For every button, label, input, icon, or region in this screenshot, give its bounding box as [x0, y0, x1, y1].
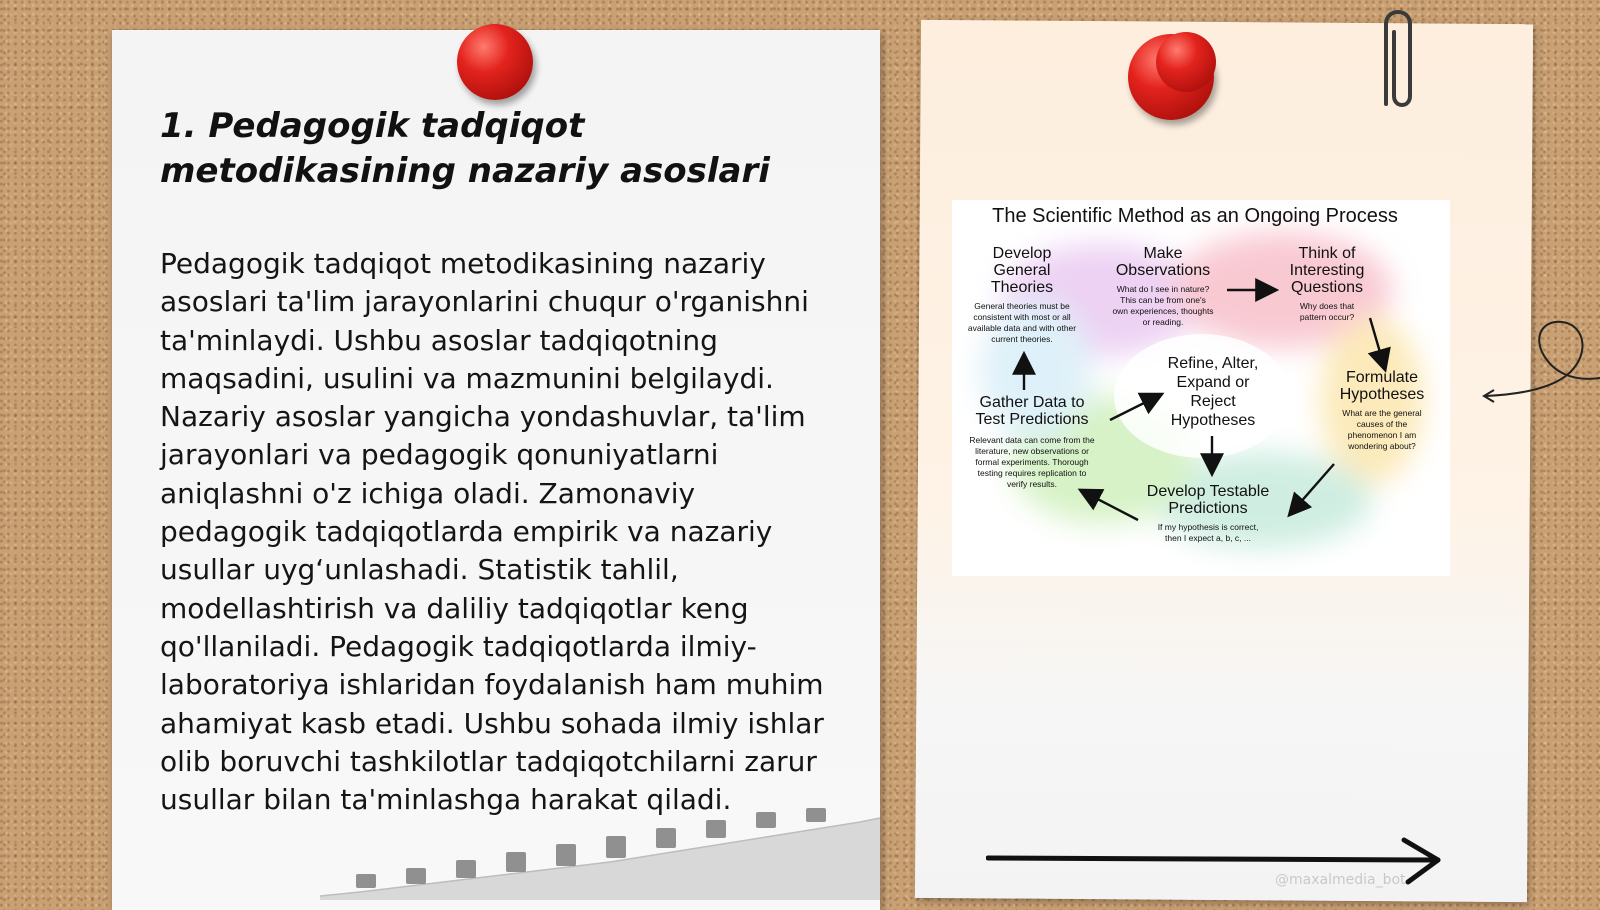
svg-text:Why does that: Why does that	[1299, 301, 1355, 311]
svg-text:Observations: Observations	[1115, 262, 1211, 279]
node-gather-data	[969, 394, 1094, 489]
svg-text:If my hypothesis is correct,: If my hypothesis is correct,	[1157, 522, 1259, 532]
slide-body-text: Pedagogik tadqiqot metodikasining nazariy asoslari ta'lim jarayonlarini chuqur o'rganishni ta'minlaydi. Ushbu asoslar tadqiqotning maqsadini, usulini va mazmunini belgilaydi. Nazariy asoslar yangicha yondashuvlar, ta'lim jarayonlari va pedagogik qonuniyatlarni aniqlashni o'z ichiga oladi. Zamonaviy pedagogik tadqiqotlarda empirik va nazariy usullar uyg‘unlashadi. Statistik tahlil, modellashtirish va daliliy tadqiqotlar keng qo'llaniladi. Pedagogik tadqiqotlarda ilmiy-laboratoriya ishlaridan foydalanish ham muhim ahamiyat kasb etadi. Ushbu sohada ilmiy ishlar olib boruvchi tashkilotlar tadqiqotchilarni zarur usullar bilan ta'minlashga harakat qiladi.	[160, 247, 824, 817]
svg-text:causes of the: causes of the	[1356, 419, 1408, 429]
svg-text:Make: Make	[1143, 245, 1183, 262]
svg-text:then I expect a, b, c, ...: then I expect a, b, c, ...	[1165, 533, 1251, 543]
svg-text:Formulate: Formulate	[1345, 369, 1419, 386]
svg-text:testing requires replication t: testing requires replication to	[977, 468, 1087, 478]
scientific-method-diagram	[952, 200, 1450, 576]
svg-text:consistent with most or all: consistent with most or all	[973, 312, 1071, 322]
torn-paper-edge	[320, 808, 880, 900]
svg-text:Refine, Alter,: Refine, Alter,	[1167, 355, 1259, 372]
svg-text:Hypotheses: Hypotheses	[1170, 412, 1256, 429]
svg-text:Theories: Theories	[990, 279, 1054, 296]
svg-text:Relevant data can come from th: Relevant data can come from the	[969, 435, 1095, 445]
svg-text:What are the general: What are the general	[1342, 408, 1422, 418]
svg-text:Develop Testable: Develop Testable	[1146, 483, 1270, 500]
svg-text:Questions: Questions	[1290, 279, 1364, 296]
svg-text:or reading.: or reading.	[1142, 317, 1184, 327]
slide-title: 1. Pedagogik tadqiqot metodikasining nazariy asoslari	[160, 106, 770, 191]
red-pushpin-left	[457, 24, 533, 100]
svg-text:phenomenon I am: phenomenon I am	[1347, 430, 1417, 440]
svg-text:pattern occur?: pattern occur?	[1299, 312, 1355, 322]
paperclip-icon	[1372, 0, 1422, 124]
watermark: @maxalmedia_bot	[1275, 872, 1406, 888]
svg-text:Hypotheses: Hypotheses	[1339, 386, 1425, 403]
svg-text:What do I see in nature?: What do I see in nature?	[1116, 284, 1210, 294]
svg-text:Develop: Develop	[992, 245, 1052, 262]
node-formulate-hypotheses	[1340, 369, 1425, 451]
svg-text:This can be from one's: This can be from one's	[1120, 295, 1206, 305]
svg-text:Think of: Think of	[1298, 245, 1356, 262]
svg-text:Expand or: Expand or	[1176, 374, 1250, 391]
svg-text:Interesting: Interesting	[1289, 262, 1365, 279]
svg-text:own experiences, thoughts: own experiences, thoughts	[1112, 306, 1214, 316]
svg-text:Predictions: Predictions	[1168, 500, 1248, 517]
svg-text:verify results.: verify results.	[1006, 479, 1058, 489]
svg-text:Reject: Reject	[1190, 393, 1236, 410]
svg-text:General: General	[993, 262, 1051, 279]
red-pushpin-right-cap	[1156, 32, 1216, 92]
svg-text:formal experiments. Thorough: formal experiments. Thorough	[975, 457, 1089, 467]
diagram-title: The Scientific Method as an Ongoing Process	[992, 205, 1398, 227]
svg-text:wondering about?: wondering about?	[1348, 441, 1416, 451]
svg-text:Test Predictions: Test Predictions	[975, 411, 1089, 428]
string-loop-doodle	[1482, 312, 1600, 412]
svg-text:General theories must be: General theories must be	[974, 301, 1070, 311]
svg-text:available data and with other: available data and with other	[967, 323, 1077, 333]
node-think-questions	[1290, 245, 1365, 322]
svg-text:current theories.: current theories.	[991, 334, 1053, 344]
svg-text:literature, new observations o: literature, new observations or	[975, 446, 1089, 456]
svg-text:Gather Data to: Gather Data to	[979, 394, 1085, 411]
